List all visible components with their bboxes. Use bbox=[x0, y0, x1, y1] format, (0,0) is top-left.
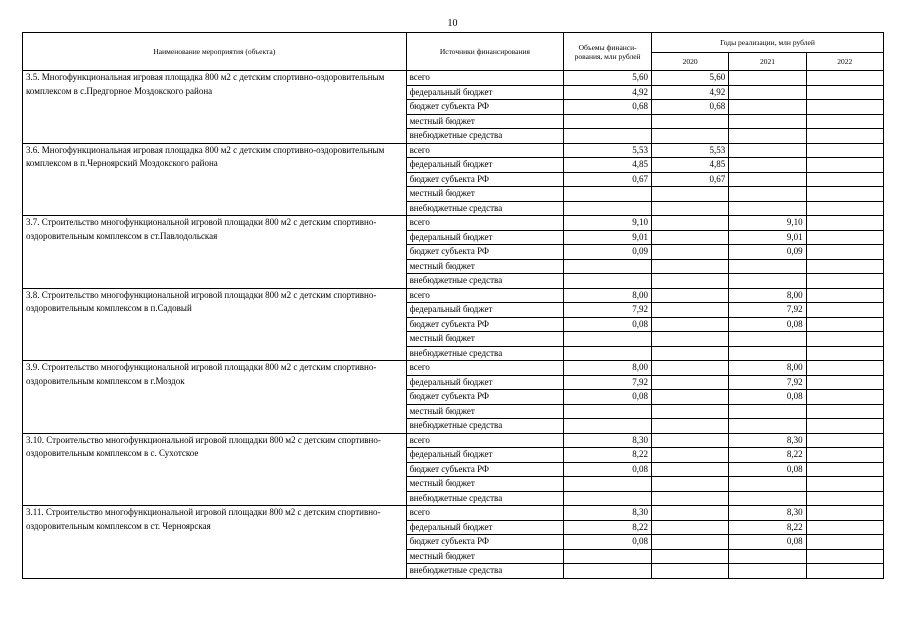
year-cell-2022 bbox=[806, 288, 883, 303]
year-cell-2020: 5,60 bbox=[651, 71, 728, 86]
funding-source: бюджет субъекта РФ bbox=[406, 245, 564, 260]
year-cell-2022 bbox=[806, 158, 883, 173]
year-cell-2020 bbox=[651, 230, 728, 245]
volume-cell: 7,92 bbox=[564, 375, 652, 390]
volume-cell bbox=[564, 549, 652, 564]
year-cell-2021: 9,01 bbox=[729, 230, 806, 245]
year-cell-2021: 0,08 bbox=[729, 462, 806, 477]
funding-source: местный бюджет bbox=[406, 259, 564, 274]
volume-cell bbox=[564, 129, 652, 144]
funding-source: внебюджетные средства bbox=[406, 346, 564, 361]
year-cell-2021 bbox=[729, 419, 806, 434]
year-cell-2021 bbox=[729, 346, 806, 361]
volume-cell: 8,00 bbox=[564, 361, 652, 376]
header-years-title: Годы реализации, млн рублей bbox=[651, 33, 883, 53]
funding-source: внебюджетные средства bbox=[406, 564, 564, 579]
year-cell-2022 bbox=[806, 71, 883, 86]
header-source: Источники финансирования bbox=[406, 33, 564, 71]
year-cell-2020 bbox=[651, 259, 728, 274]
year-cell-2021 bbox=[729, 274, 806, 289]
volume-cell: 5,60 bbox=[564, 71, 652, 86]
funding-source: внебюджетные средства bbox=[406, 491, 564, 506]
measure-name: 3.10. Строительство многофункциональной игровой площадки 800 м2 с детским спортивно-оздоровительным комплексом в с. Сухотское bbox=[23, 433, 407, 506]
table-row bbox=[23, 71, 884, 86]
volume-cell: 0,67 bbox=[564, 172, 652, 187]
year-cell-2020 bbox=[651, 129, 728, 144]
year-cell-2020 bbox=[651, 375, 728, 390]
header-name: Наименование мероприятия (объекта) bbox=[23, 33, 407, 71]
measure-name: 3.5. Многофункциональная игровая площадка 800 м2 с детским спортивно-оздоровительным комплексом в с.Предгорное Моздокского района bbox=[23, 71, 407, 144]
funding-source: федеральный бюджет bbox=[406, 375, 564, 390]
volume-cell bbox=[564, 259, 652, 274]
year-cell-2022 bbox=[806, 390, 883, 405]
year-cell-2022 bbox=[806, 259, 883, 274]
year-cell-2021 bbox=[729, 100, 806, 115]
funding-source: федеральный бюджет bbox=[406, 520, 564, 535]
year-cell-2022 bbox=[806, 201, 883, 216]
funding-source: внебюджетные средства bbox=[406, 274, 564, 289]
funding-source: федеральный бюджет bbox=[406, 85, 564, 100]
year-cell-2020 bbox=[651, 462, 728, 477]
year-cell-2020: 4,92 bbox=[651, 85, 728, 100]
year-cell-2022 bbox=[806, 85, 883, 100]
volume-cell: 8,00 bbox=[564, 288, 652, 303]
year-cell-2020 bbox=[651, 491, 728, 506]
header-year-2022: 2022 bbox=[806, 53, 883, 71]
year-cell-2021: 7,92 bbox=[729, 375, 806, 390]
year-cell-2020 bbox=[651, 346, 728, 361]
volume-cell bbox=[564, 404, 652, 419]
funding-source: внебюджетные средства bbox=[406, 129, 564, 144]
year-cell-2021: 7,92 bbox=[729, 303, 806, 318]
funding-source: бюджет субъекта РФ bbox=[406, 100, 564, 115]
year-cell-2020 bbox=[651, 549, 728, 564]
year-cell-2020 bbox=[651, 114, 728, 129]
year-cell-2022 bbox=[806, 375, 883, 390]
volume-cell bbox=[564, 419, 652, 434]
header-volume: Объемы финанси-рования, млн рублей bbox=[564, 33, 652, 71]
year-cell-2020 bbox=[651, 404, 728, 419]
year-cell-2022 bbox=[806, 245, 883, 260]
volume-cell: 4,92 bbox=[564, 85, 652, 100]
year-cell-2020 bbox=[651, 564, 728, 579]
year-cell-2021 bbox=[729, 129, 806, 144]
volume-cell bbox=[564, 274, 652, 289]
measure-name: 3.11. Строительство многофункциональной игровой площадки 800 м2 с детским спортивно-оздоровительным комплексом в ст. Черноярская bbox=[23, 506, 407, 579]
year-cell-2020 bbox=[651, 187, 728, 202]
volume-cell bbox=[564, 346, 652, 361]
volume-cell: 9,01 bbox=[564, 230, 652, 245]
year-cell-2020 bbox=[651, 448, 728, 463]
measure-name: 3.7. Строительство многофункциональной игровой площадки 800 м2 с детским спортивно-оздоровительным комплексом в ст.Павлодольская bbox=[23, 216, 407, 289]
year-cell-2021 bbox=[729, 404, 806, 419]
year-cell-2021: 8,30 bbox=[729, 433, 806, 448]
year-cell-2020 bbox=[651, 303, 728, 318]
year-cell-2022 bbox=[806, 448, 883, 463]
year-cell-2020 bbox=[651, 520, 728, 535]
volume-cell bbox=[564, 201, 652, 216]
year-cell-2021: 8,22 bbox=[729, 520, 806, 535]
year-cell-2020 bbox=[651, 535, 728, 550]
year-cell-2020 bbox=[651, 317, 728, 332]
funding-source: всего bbox=[406, 433, 564, 448]
year-cell-2020 bbox=[651, 274, 728, 289]
table-row bbox=[23, 288, 884, 303]
volume-cell: 0,08 bbox=[564, 462, 652, 477]
header-year-2021: 2021 bbox=[729, 53, 806, 71]
year-cell-2021 bbox=[729, 187, 806, 202]
year-cell-2022 bbox=[806, 433, 883, 448]
year-cell-2022 bbox=[806, 462, 883, 477]
funding-source: всего bbox=[406, 71, 564, 86]
volume-cell: 8,22 bbox=[564, 448, 652, 463]
funding-source: местный бюджет bbox=[406, 114, 564, 129]
year-cell-2022 bbox=[806, 477, 883, 492]
measure-name: 3.8. Строительство многофункциональной игровой площадки 800 м2 с детским спортивно-оздоровительным комплексом в п.Садовый bbox=[23, 288, 407, 361]
year-cell-2020 bbox=[651, 201, 728, 216]
year-cell-2021: 0,08 bbox=[729, 317, 806, 332]
year-cell-2020 bbox=[651, 332, 728, 347]
funding-source: бюджет субъекта РФ bbox=[406, 390, 564, 405]
year-cell-2020: 0,68 bbox=[651, 100, 728, 115]
year-cell-2022 bbox=[806, 332, 883, 347]
year-cell-2020: 4,85 bbox=[651, 158, 728, 173]
year-cell-2020 bbox=[651, 245, 728, 260]
volume-cell bbox=[564, 332, 652, 347]
funding-source: бюджет субъекта РФ bbox=[406, 172, 564, 187]
year-cell-2021 bbox=[729, 201, 806, 216]
year-cell-2022 bbox=[806, 520, 883, 535]
year-cell-2022 bbox=[806, 346, 883, 361]
year-cell-2020 bbox=[651, 288, 728, 303]
year-cell-2020: 0,67 bbox=[651, 172, 728, 187]
volume-cell: 0,08 bbox=[564, 535, 652, 550]
year-cell-2021: 0,08 bbox=[729, 535, 806, 550]
volume-cell: 0,68 bbox=[564, 100, 652, 115]
year-cell-2020 bbox=[651, 419, 728, 434]
year-cell-2020 bbox=[651, 390, 728, 405]
year-cell-2021 bbox=[729, 259, 806, 274]
funding-source: федеральный бюджет bbox=[406, 158, 564, 173]
year-cell-2022 bbox=[806, 114, 883, 129]
funding-source: местный бюджет bbox=[406, 332, 564, 347]
volume-cell bbox=[564, 477, 652, 492]
funding-source: бюджет субъекта РФ bbox=[406, 317, 564, 332]
year-cell-2021: 8,00 bbox=[729, 288, 806, 303]
year-cell-2022 bbox=[806, 361, 883, 376]
year-cell-2021 bbox=[729, 172, 806, 187]
year-cell-2021: 8,00 bbox=[729, 361, 806, 376]
measure-name: 3.9. Строительство многофункциональной игровой площадки 800 м2 с детским спортивно-оздоровительным комплексом в г.Моздок bbox=[23, 361, 407, 434]
year-cell-2022 bbox=[806, 274, 883, 289]
year-cell-2021 bbox=[729, 71, 806, 86]
funding-source: бюджет субъекта РФ bbox=[406, 462, 564, 477]
volume-cell: 9,10 bbox=[564, 216, 652, 231]
volume-cell bbox=[564, 187, 652, 202]
table-row bbox=[23, 216, 884, 231]
year-cell-2022 bbox=[806, 506, 883, 521]
volume-cell: 5,53 bbox=[564, 143, 652, 158]
funding-source: местный бюджет bbox=[406, 404, 564, 419]
table-row bbox=[23, 143, 884, 158]
funding-source: всего bbox=[406, 216, 564, 231]
year-cell-2022 bbox=[806, 564, 883, 579]
funding-source: федеральный бюджет bbox=[406, 448, 564, 463]
table-row bbox=[23, 506, 884, 521]
measure-name: 3.6. Многофункциональная игровая площадка 800 м2 с детским спортивно-оздоровительным комплексом в п.Черноярский Моздокского района bbox=[23, 143, 407, 216]
year-cell-2022 bbox=[806, 187, 883, 202]
table-row bbox=[23, 433, 884, 448]
year-cell-2021 bbox=[729, 85, 806, 100]
volume-cell: 0,09 bbox=[564, 245, 652, 260]
year-cell-2022 bbox=[806, 143, 883, 158]
funding-source: местный бюджет bbox=[406, 549, 564, 564]
volume-cell: 7,92 bbox=[564, 303, 652, 318]
financing-table bbox=[22, 32, 884, 579]
year-cell-2021 bbox=[729, 158, 806, 173]
year-cell-2021 bbox=[729, 114, 806, 129]
year-cell-2022 bbox=[806, 317, 883, 332]
funding-source: всего bbox=[406, 143, 564, 158]
year-cell-2021: 8,22 bbox=[729, 448, 806, 463]
table-body bbox=[23, 71, 884, 579]
header-year-2020: 2020 bbox=[651, 53, 728, 71]
year-cell-2021 bbox=[729, 332, 806, 347]
funding-source: внебюджетные средства bbox=[406, 201, 564, 216]
volume-cell: 0,08 bbox=[564, 390, 652, 405]
funding-source: всего bbox=[406, 361, 564, 376]
page-number: 10 bbox=[447, 18, 458, 29]
funding-source: внебюджетные средства bbox=[406, 419, 564, 434]
year-cell-2020: 5,53 bbox=[651, 143, 728, 158]
year-cell-2022 bbox=[806, 535, 883, 550]
year-cell-2022 bbox=[806, 491, 883, 506]
volume-cell bbox=[564, 564, 652, 579]
year-cell-2021: 0,09 bbox=[729, 245, 806, 260]
year-cell-2020 bbox=[651, 433, 728, 448]
year-cell-2022 bbox=[806, 100, 883, 115]
volume-cell bbox=[564, 491, 652, 506]
volume-cell: 0,08 bbox=[564, 317, 652, 332]
table-row bbox=[23, 361, 884, 376]
volume-cell bbox=[564, 114, 652, 129]
funding-source: местный бюджет bbox=[406, 187, 564, 202]
funding-source: бюджет субъекта РФ bbox=[406, 535, 564, 550]
year-cell-2022 bbox=[806, 303, 883, 318]
year-cell-2021 bbox=[729, 549, 806, 564]
volume-cell: 8,22 bbox=[564, 520, 652, 535]
year-cell-2020 bbox=[651, 506, 728, 521]
year-cell-2021 bbox=[729, 477, 806, 492]
funding-source: всего bbox=[406, 288, 564, 303]
funding-source: федеральный бюджет bbox=[406, 303, 564, 318]
year-cell-2020 bbox=[651, 477, 728, 492]
volume-cell: 4,85 bbox=[564, 158, 652, 173]
year-cell-2021: 0,08 bbox=[729, 390, 806, 405]
year-cell-2021 bbox=[729, 564, 806, 579]
year-cell-2022 bbox=[806, 172, 883, 187]
volume-cell: 8,30 bbox=[564, 433, 652, 448]
year-cell-2022 bbox=[806, 419, 883, 434]
year-cell-2022 bbox=[806, 549, 883, 564]
volume-cell: 8,30 bbox=[564, 506, 652, 521]
funding-source: местный бюджет bbox=[406, 477, 564, 492]
year-cell-2021: 8,30 bbox=[729, 506, 806, 521]
year-cell-2022 bbox=[806, 404, 883, 419]
year-cell-2022 bbox=[806, 230, 883, 245]
year-cell-2021 bbox=[729, 143, 806, 158]
year-cell-2022 bbox=[806, 129, 883, 144]
year-cell-2020 bbox=[651, 216, 728, 231]
year-cell-2021 bbox=[729, 491, 806, 506]
year-cell-2020 bbox=[651, 361, 728, 376]
year-cell-2022 bbox=[806, 216, 883, 231]
year-cell-2021: 9,10 bbox=[729, 216, 806, 231]
funding-source: федеральный бюджет bbox=[406, 230, 564, 245]
funding-source: всего bbox=[406, 506, 564, 521]
